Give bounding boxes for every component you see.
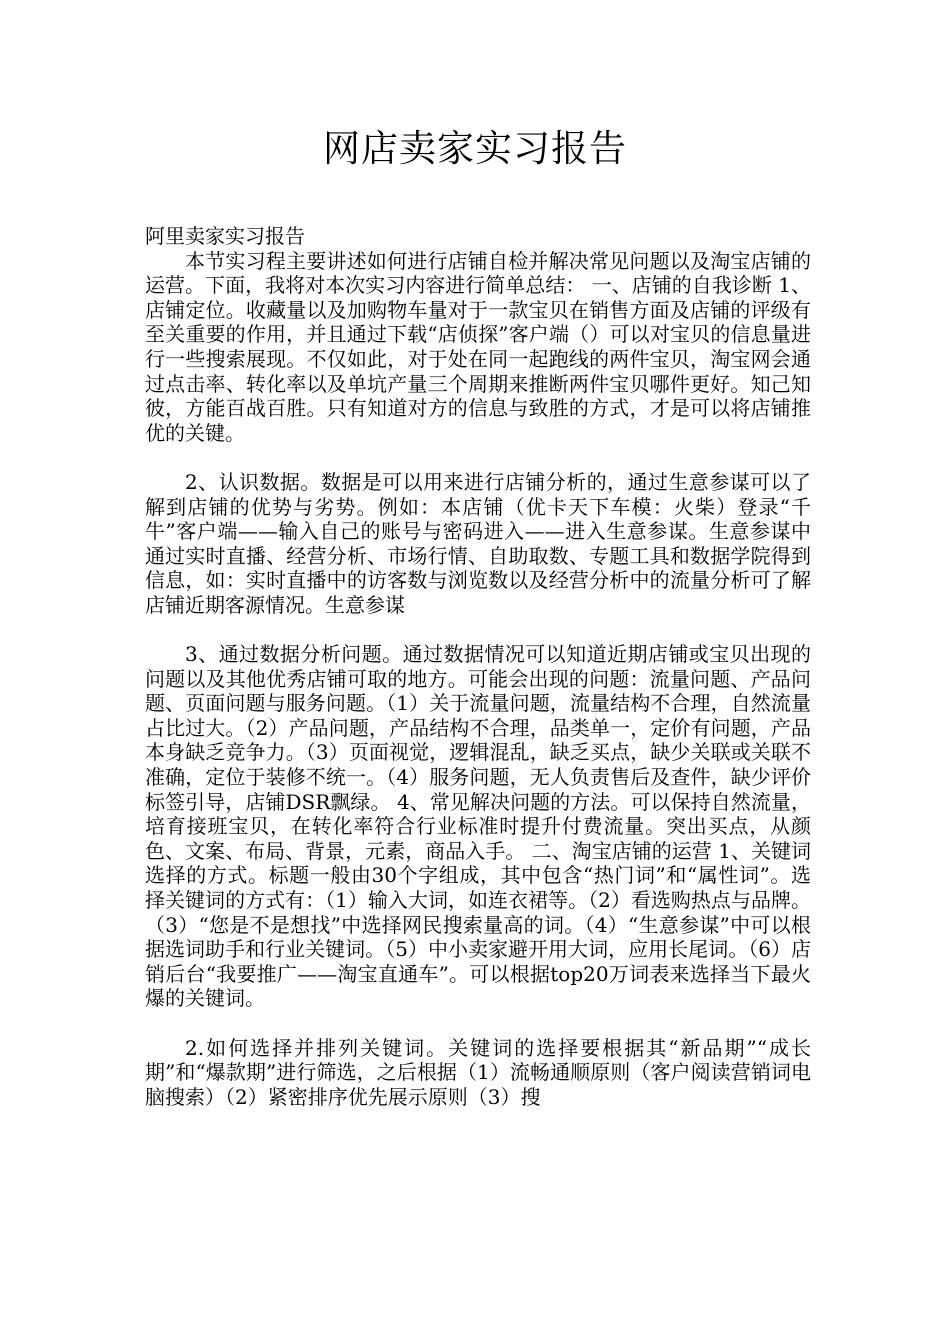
document-subtitle: 阿里卖家实习报告 xyxy=(145,224,305,248)
paragraph-analyzing-problems: 3、通过数据分析问题。通过数据情况可以知道近期店铺或宝贝出现的问题以及其他优秀店铺可取的地方。可能会出现的问题：流量问题、产品问题、页面问题与服务问题。（1）关于流量问题，流量结构不合理，自然流量占比过大。（2）产品问题，产品结构不合理，品类单一，定价有问题，产品本身缺乏竞争力。（3）页面视觉，逻辑混乱，缺乏买点，缺少关联或关联不准确，定位于装修不统一。（4）服务问题，无人负责售后及查件，缺少评价标签引导，店铺DSR飘绿。 4、常见解决问题的方法。可以保持自然流量，培育接班宝贝，在转化率符合行业标准时提升付费流量。突出买点，从颜色、文案、布局、背景，元素，商品入手。 二、淘宝店铺的运营 1、关键词选择的方式。标题一般由30个字组成，其中包含“热门词”和“属性词”。选择关键词的方式有：（1）输入大词，如连衣裙等。（2）看选购热点与品牌。（3）“您是不是想找”中选择网民搜索量高的词。（4）“生意参谋”中可以根据选词助手和行业关键词。（5）中小卖家避开用大词，应用长尾词。（6）店销后台“我要推广——淘宝直通车”。可以根据top20万词表来选择当下最火爆的关键词。 xyxy=(145,642,811,1011)
document-title: 网店卖家实习报告 xyxy=(323,127,627,170)
paragraph-keyword-selection: 2.如何选择并排列关键词。关键词的选择要根据其“新品期”“成长期”和“爆款期”进行筛选，之后根据（1）流畅通顺原则（客户阅读营销词电脑搜索）（2）紧密排序优先展示原则（3）搜 xyxy=(145,1035,811,1109)
paragraph-store-diagnosis: 本节实习程主要讲述如何进行店铺自检并解决常见问题以及淘宝店铺的运营。下面，我将对本次实习内容进行简单总结： 一、店铺的自我诊断 1、店铺定位。收藏量以及加购物车量对于一款宝贝在销售方面及店铺的评级有至关重要的作用，并且通过下载“店侦探”客户端（）可以对宝贝的信息量进行一些搜索展现。不仅如此，对于处在同一起跑线的两件宝贝，淘宝网会通过点击率、转化率以及单坑产量三个周期来推断两件宝贝哪件更好。知己知彼，方能百战百胜。只有知道对方的信息与致胜的方式，才是可以将店铺推优的关键。 xyxy=(145,248,811,445)
document-body xyxy=(145,224,811,1109)
paragraph-understanding-data: 2、认识数据。数据是可以用来进行店铺分析的，通过生意参谋可以了解到店铺的优势与劣势。例如：本店铺（优卡天下车模：火柴）登录“千牛”客户端——输入自己的账号与密码进入——进入生意参谋。生意参谋中通过实时直播、经营分析、市场行情、自助取数、专题工具和数据学院得到信息，如：实时直播中的访客数与浏览数以及经营分析中的流量分析可了解店铺近期客源情况。生意参谋 xyxy=(145,469,811,617)
